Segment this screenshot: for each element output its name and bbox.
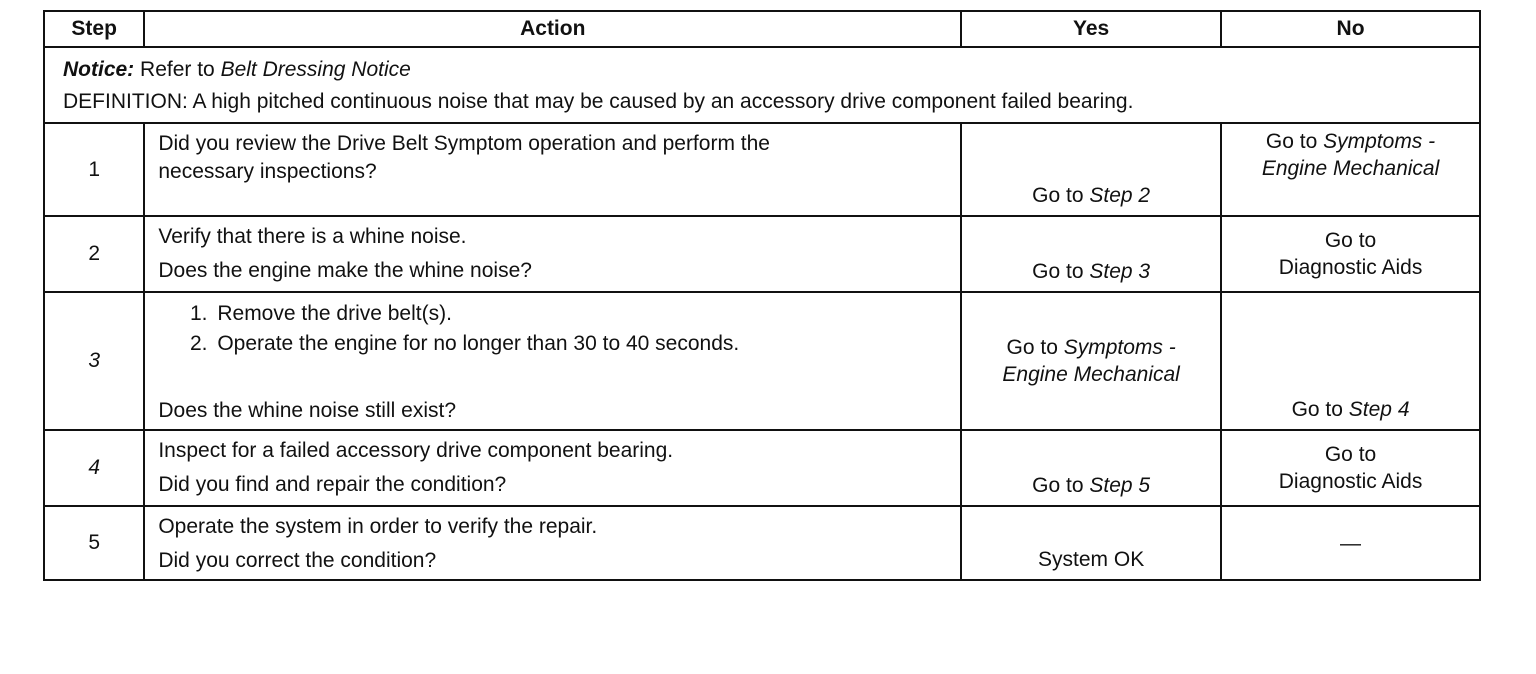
no-cell	[1221, 506, 1480, 580]
yes-prefix: Go to	[1032, 260, 1090, 283]
action-cell	[144, 430, 961, 506]
action-text: Does the engine make the whine noise?	[158, 259, 532, 282]
no-result: —	[1340, 531, 1362, 555]
no-cell	[1221, 430, 1480, 506]
diagnostic-table	[43, 10, 1481, 581]
yes-prefix: Go to	[1032, 184, 1090, 207]
action-text: Verify that there is a whine noise.	[158, 225, 467, 248]
step-number: 5	[44, 506, 144, 580]
yes-result: System OK	[1038, 548, 1145, 571]
table-row	[44, 430, 1480, 506]
action-text: necessary inspections?	[158, 160, 377, 183]
yes-cell	[961, 292, 1221, 430]
header-action: Action	[144, 11, 961, 47]
definition-text: DEFINITION: A high pitched continuous noise that may be caused by an accessory drive component failed bearing.	[63, 90, 1134, 113]
yes-link[interactable]: Symptoms -	[1063, 336, 1176, 359]
step-number: 4	[44, 430, 144, 506]
yes-link-cont[interactable]: Engine Mechanical	[1002, 363, 1180, 386]
no-cell	[1221, 123, 1480, 216]
yes-link[interactable]: Step 3	[1089, 260, 1151, 283]
step-number: 2	[44, 216, 144, 292]
no-link[interactable]: Step 4	[1348, 398, 1410, 421]
notice-reference: Belt Dressing Notice	[220, 58, 411, 81]
yes-cell	[961, 216, 1221, 292]
notice-cell	[44, 47, 1480, 123]
header-yes: Yes	[961, 11, 1221, 47]
table-row	[44, 216, 1480, 292]
action-list-item: 2. Operate the engine for no longer than 30 to 40 seconds.	[213, 329, 948, 359]
notice-text: Refer to	[134, 58, 221, 81]
no-prefix: Go to	[1265, 130, 1324, 153]
action-text: Inspect for a failed accessory drive component bearing.	[158, 439, 674, 462]
action-cell	[144, 123, 961, 216]
no-cell	[1221, 292, 1480, 430]
notice-row	[44, 47, 1480, 123]
table-row	[44, 292, 1480, 430]
no-prefix: Go to	[1291, 398, 1349, 421]
no-link[interactable]: Diagnostic Aids	[1278, 256, 1423, 279]
action-text: Did you correct the condition?	[158, 549, 437, 572]
no-link[interactable]: Diagnostic Aids	[1278, 470, 1423, 493]
header-step: Step	[44, 11, 144, 47]
yes-link[interactable]: Step 5	[1089, 474, 1151, 497]
yes-cell	[961, 430, 1221, 506]
no-line: Go to	[1324, 229, 1377, 252]
action-cell	[144, 292, 961, 430]
step-number: 1	[44, 123, 144, 216]
action-text: Did you find and repair the condition?	[158, 473, 507, 496]
no-link-cont[interactable]: Engine Mechanical	[1261, 157, 1440, 180]
yes-cell	[961, 506, 1221, 580]
no-line: Go to	[1324, 443, 1377, 466]
action-text: Operate the system in order to verify the repair.	[158, 515, 598, 538]
no-link[interactable]: Symptoms -	[1323, 130, 1436, 153]
header-row	[44, 11, 1480, 47]
action-list-item: 1. Remove the drive belt(s).	[213, 299, 948, 329]
action-text: Did you review the Drive Belt Symptom operation and perform the	[158, 132, 770, 155]
action-cell	[144, 216, 961, 292]
notice-label: Notice:	[63, 58, 135, 81]
no-cell	[1221, 216, 1480, 292]
step-number: 3	[44, 292, 144, 430]
action-list	[158, 299, 948, 359]
yes-prefix: Go to	[1006, 336, 1064, 359]
table-row	[44, 506, 1480, 580]
header-no: No	[1221, 11, 1480, 47]
action-cell	[144, 506, 961, 580]
yes-link[interactable]: Step 2	[1089, 184, 1151, 207]
table-row	[44, 123, 1480, 216]
yes-cell	[961, 123, 1221, 216]
yes-prefix: Go to	[1032, 474, 1090, 497]
action-question: Does the whine noise still exist?	[158, 399, 456, 422]
